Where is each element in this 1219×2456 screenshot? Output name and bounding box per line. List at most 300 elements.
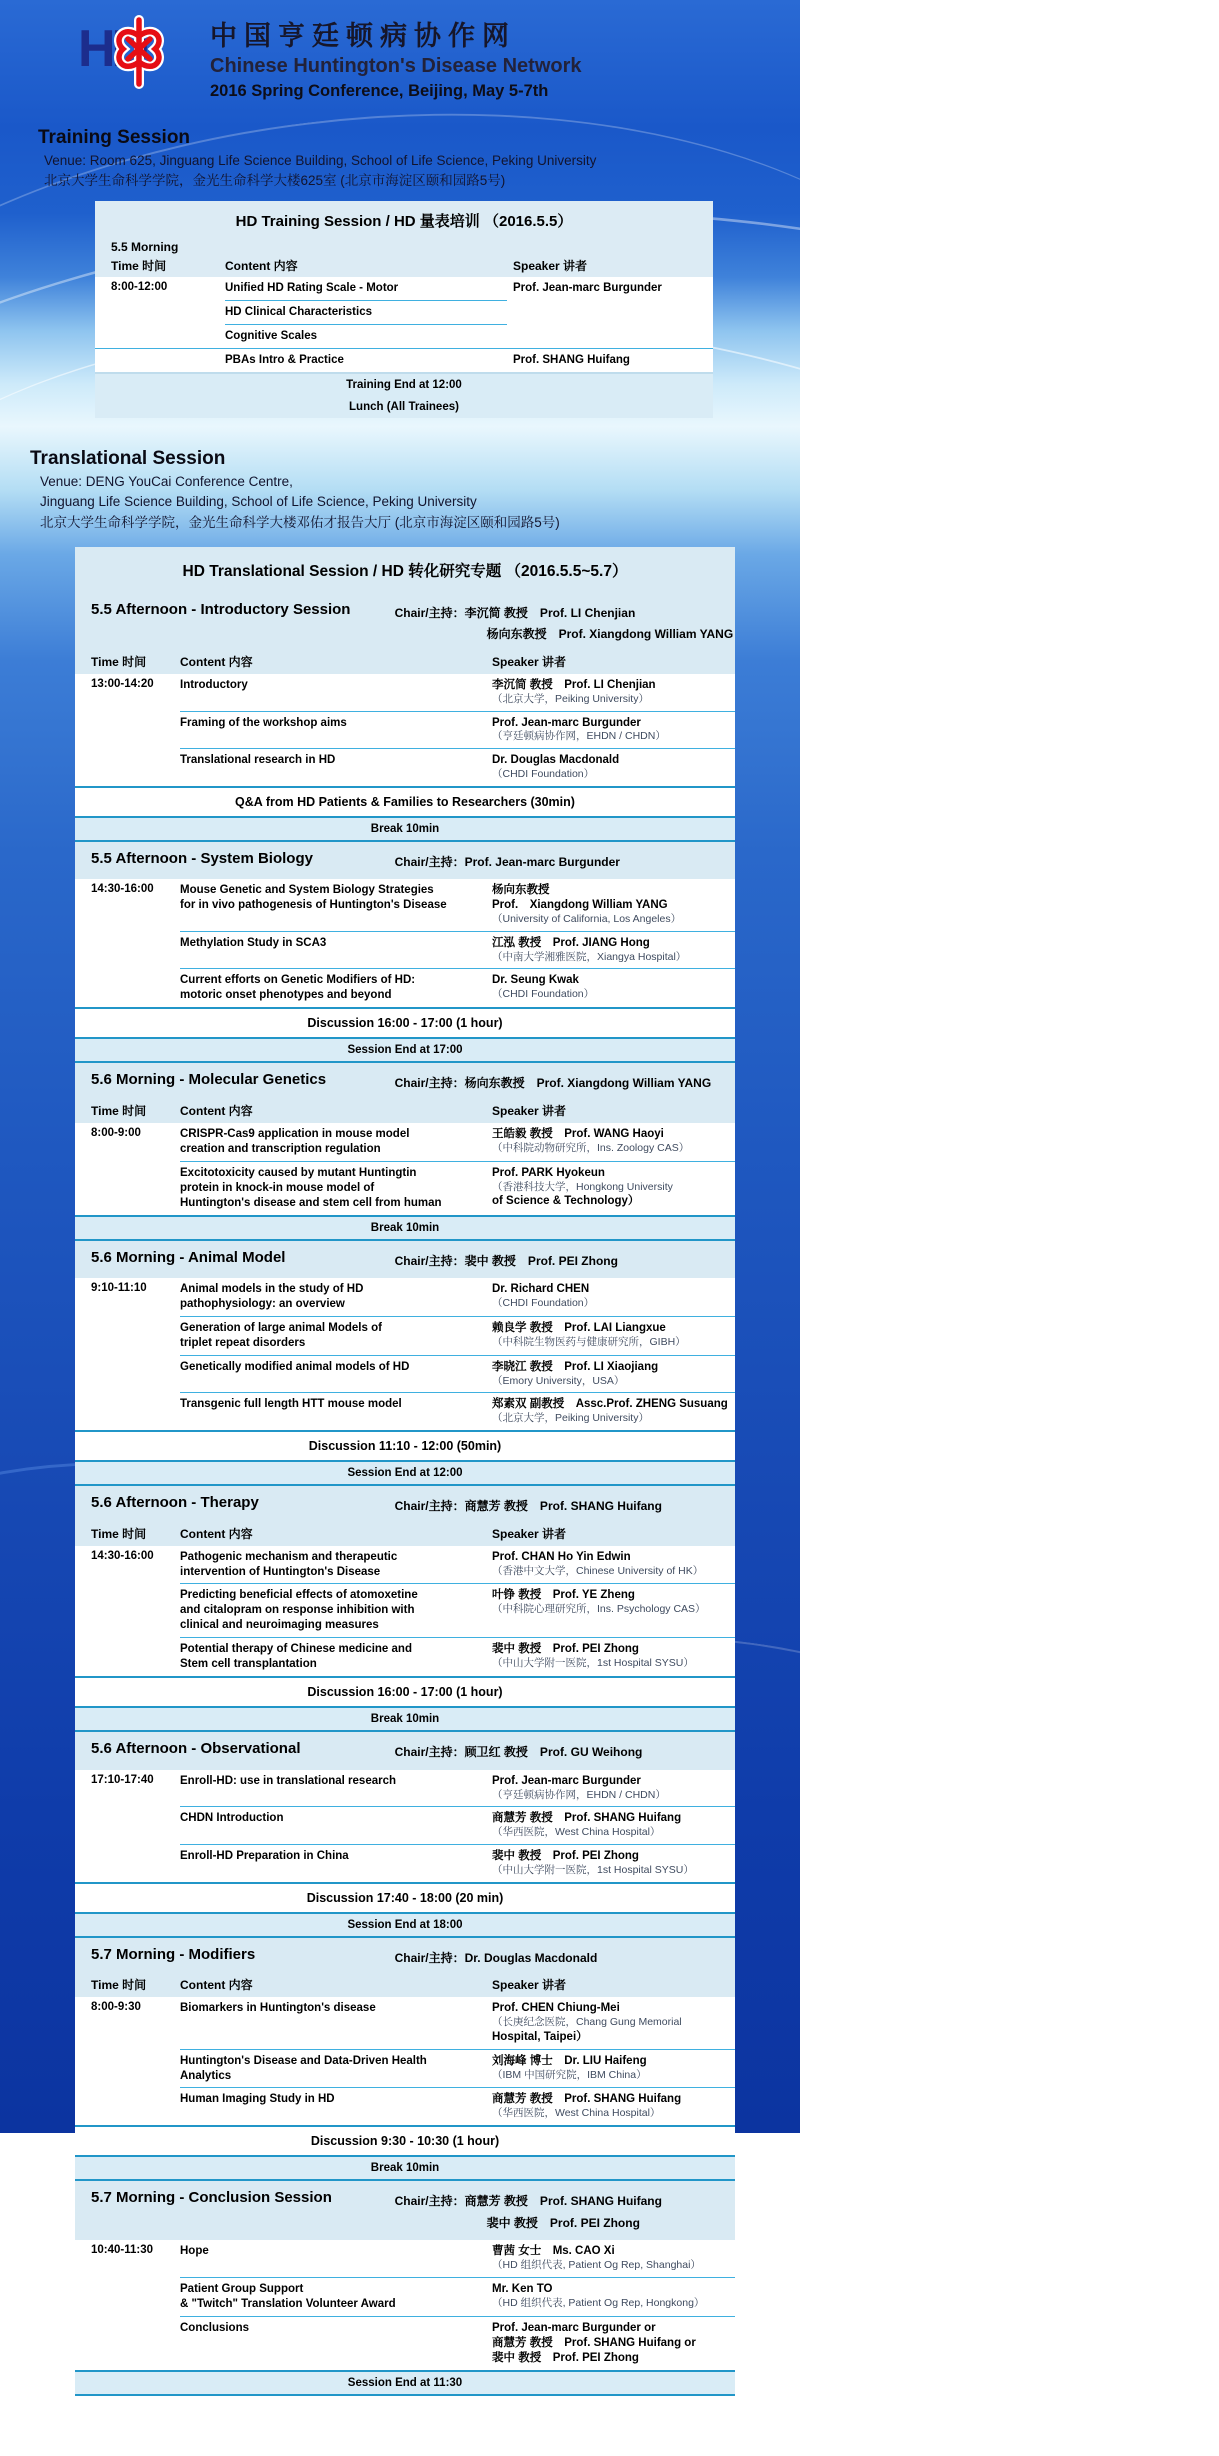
session-title: 5.6 Morning - Molecular Genetics [91,1071,327,1089]
speaker-line: 王皓毅 教授 Prof. WANG Haoyi [492,1127,664,1140]
schedule-band: Discussion 16:00 - 17:00 (1 hour) [75,1007,735,1037]
schedule-row [75,2087,735,2125]
session-rows [75,1770,735,1882]
speaker-line: （香港中文大学，Chinese University of HK） [492,1564,704,1577]
schedule-row [75,1161,735,1215]
session-rows [75,1997,735,2125]
session-block [75,1938,735,2182]
speaker-line: 曹茜 女士 Ms. CAO Xi [492,2245,615,2258]
time-cell: 8:00-12:00 [111,281,168,294]
schedule-band: Break 10min [75,1706,735,1732]
speaker-cell [486,1997,735,2049]
speaker-cell [486,1355,735,1393]
content-cell [180,1583,486,1637]
content-line: Framing of the workshop aims [180,716,347,729]
session-block [75,1732,735,1937]
content-line: Huntington's Disease and Data-Driven Health [180,2054,427,2067]
session-header [75,593,735,652]
content-cell [180,1546,486,1584]
speaker-line: （CHDI Foundation） [492,988,595,1001]
schedule-row [75,1392,735,1430]
schedule-row [75,2316,735,2370]
session-chairs [395,1494,735,1518]
content-line: protein in knock-in mouse model of [180,1181,375,1194]
content-line: CRISPR-Cas9 application in mouse model [180,1127,410,1140]
speaker-line: Prof. SHANG Huifang [513,354,630,367]
content-line: HD Clinical Characteristics [225,306,373,319]
session-chairs [395,601,735,646]
time-cell [75,2277,180,2316]
chair-line: Chair/主持：Dr. Douglas Macdonald [394,1950,598,1965]
speaker-cell [486,1316,735,1355]
schedule-band: Session End at 18:00 [75,1912,735,1938]
translational-venue [40,472,800,533]
speaker-line: Prof. Jean-marc Burgunder or [492,2321,656,2334]
content-line: and citalopram on response inhibition with [180,1604,415,1617]
speaker-line: （中科院心理研究所，Ins. Psychology CAS） [492,1603,706,1616]
schedule-row [75,1770,735,1807]
column-header [75,652,735,674]
schedule-row [75,1278,735,1316]
time-cell [75,968,180,1007]
speaker-line: Dr. Richard CHEN [492,1283,590,1296]
content-cell [225,324,507,348]
column-header [75,1975,735,1997]
speaker-line: Prof. CHEN Chiung-Mei [492,2002,620,2015]
speaker-cell [486,2316,735,2370]
content-cell [180,968,486,1007]
chinese-knot-icon [110,16,168,88]
time-column-label: Time 时间 [91,1526,147,1541]
speaker-cell [486,1546,735,1584]
schedule-row [75,1844,735,1882]
session-chairs [395,850,735,874]
content-line: Potential therapy of Chinese medicine and [180,1643,412,1656]
content-column-label: Content 内容 [180,1103,253,1118]
session-block [75,842,735,1064]
session-chairs [395,1249,735,1273]
content-line: Introductory [180,678,248,691]
session-list [75,593,735,2396]
schedule-band: Discussion 17:40 - 18:00 (20 min) [75,1882,735,1912]
content-cell [180,1770,486,1807]
chair-line: Chair/主持：顾卫红 教授 Prof. GU Weihong [394,1745,643,1760]
speaker-line: （长庚纪念医院，Chang Gung Memorial [492,2016,682,2029]
content-line: Translational research in HD [180,754,336,767]
schedule-row [75,1355,735,1393]
speaker-column-label: Speaker 讲者 [492,1978,567,1993]
speaker-line: 商慧芳 教授 Prof. SHANG Huifang [492,2093,682,2106]
training-rows [95,277,713,372]
speaker-line: 江泓 教授 Prof. JIANG Hong [492,936,650,949]
content-line: Genetically modified animal models of HD [180,1360,410,1373]
content-line: Hope [180,2245,209,2258]
content-line: PBAs Intro & Practice [225,354,344,367]
speaker-line: Dr. Seung Kwak [492,974,579,987]
speaker-line: （中山大学附一医院，1st Hospital SYSU） [492,1863,694,1876]
speaker-line: （亨廷顿病协作网，EHDN / CHDN） [492,730,666,743]
content-cell [180,879,486,931]
session-block [75,593,735,842]
speaker-line: of Science & Technology） [492,1195,640,1208]
content-cell [180,1316,486,1355]
time-cell: 8:00-9:30 [91,2001,141,2014]
speaker-cell [486,1637,735,1676]
content-line: Current efforts on Genetic Modifiers of HD: [180,974,416,987]
hd-logo-text: HD [78,20,146,78]
content-column-label: Content 内容 [180,654,253,669]
schedule-row [75,2240,735,2277]
content-line: & "Twitch" Translation Volunteer Award [180,2297,396,2310]
speaker-cell [507,277,713,300]
schedule-band: Discussion 11:10 - 12:00 (50min) [75,1430,735,1460]
content-line: for in vivo pathogenesis of Huntington's Disease [180,899,447,912]
time-cell: 8:00-9:00 [91,1126,141,1139]
chair-line: Chair/主持：商慧芳 教授 Prof. SHANG Huifang [394,2194,662,2209]
schedule-band: Break 10min [75,816,735,842]
speaker-line: （中科院动物研究所，Ins. Zoology CAS） [492,1141,690,1154]
training-column-header [95,255,713,277]
schedule-row [75,1637,735,1676]
schedule-row [95,300,713,324]
content-column-label: Content 内容 [225,259,298,274]
session-rows [75,1123,735,1215]
time-cell [95,349,225,372]
content-line: pathophysiology: an overview [180,1298,345,1311]
training-session-table [95,201,713,418]
content-line: Enroll-HD: use in translational research [180,1774,397,1787]
session-header [75,1063,735,1101]
chair-line: Chair/主持：杨向东教授 Prof. Xiangdong William YANG [394,1076,712,1091]
content-cell [180,711,486,749]
session-title: 5.6 Afternoon - Therapy [91,1494,259,1512]
content-cell [180,2049,486,2088]
session-header [75,2181,735,2240]
content-line: intervention of Huntington's Disease [180,1565,381,1578]
speaker-line: 叶铮 教授 Prof. YE Zheng [492,1589,635,1602]
content-cell [180,2277,486,2316]
speaker-cell [486,1123,735,1161]
speaker-cell [486,2087,735,2125]
speaker-line: Dr. Douglas Macdonald [492,754,620,767]
speaker-cell [486,1844,735,1882]
schedule-row [75,1123,735,1161]
speaker-line: 郑素双 副教授 Assc.Prof. ZHENG Susuang [492,1398,728,1411]
schedule-row [95,277,713,300]
content-cell [180,1392,486,1430]
speaker-line: 刘海峰 博士 Dr. LIU Haifeng [492,2054,647,2067]
schedule-band: Session End at 17:00 [75,1037,735,1063]
schedule-band: Discussion 9:30 - 10:30 (1 hour) [75,2125,735,2155]
content-line: Unified HD Rating Scale - Motor [225,282,399,295]
translational-session-heading: Translational Session [30,448,226,469]
time-cell [75,711,180,749]
speaker-line: Prof. Jean-marc Burgunder [492,716,641,729]
time-cell [75,2049,180,2088]
speaker-line: （北京大学，Peiking University） [492,692,649,705]
time-column-label: Time 时间 [91,1978,147,1993]
session-block [75,1241,735,1487]
speaker-line: （亨廷顿病协作网，EHDN / CHDN） [492,1788,666,1801]
training-venue-line-cn: 北京大学生命科学学院，金光生命科学大楼625室 (北京市海淀区颐和园路5号) [44,173,506,188]
speaker-line: Hospital, Taipei） [492,2030,588,2043]
speaker-cell [486,2049,735,2088]
speaker-cell [486,2240,735,2277]
speaker-cell [486,968,735,1007]
speaker-line: （HD 组织代表, Patient Og Rep, Shanghai） [492,2259,701,2272]
speaker-cell [486,931,735,969]
speaker-column-label: Speaker 讲者 [492,1526,567,1541]
content-cell [180,1844,486,1882]
speaker-cell [486,879,735,931]
content-line: Methylation Study in SCA3 [180,936,327,949]
speaker-cell [486,2277,735,2316]
speaker-line: 商慧芳 教授 Prof. SHANG Huifang [492,1812,682,1825]
translational-table-title: HD Translational Session / HD 转化研究专题 （2016.5.5~5.7） [75,547,735,593]
time-cell [75,1583,180,1637]
time-column-label: Time 时间 [91,654,147,669]
content-line: Predicting beneficial effects of atomoxetine [180,1589,418,1602]
content-line: Animal models in the study of HD [180,1283,364,1296]
speaker-line: （CHDI Foundation） [492,1297,595,1310]
content-cell [225,277,507,300]
content-line: creation and transcription regulation [180,1142,381,1155]
speaker-line: （华西医院，West China Hospital） [492,2107,661,2120]
content-cell [180,1997,486,2049]
time-cell [75,1161,180,1215]
content-line: Stem cell transplantation [180,1658,317,1671]
content-line: CHDN Introduction [180,1812,284,1825]
session-title: 5.6 Afternoon - Observational [91,1740,301,1758]
content-cell [180,1637,486,1676]
schedule-row [75,2277,735,2316]
session-title: 5.5 Afternoon - Introductory Session [91,600,351,618]
session-block [75,1486,735,1732]
chair-line: Chair/主持：商慧芳 教授 Prof. SHANG Huifang [394,1499,662,1514]
training-session-label: 5.5 Morning [111,240,179,255]
speaker-line: 李晓江 教授 Prof. LI Xiaojiang [492,1360,659,1373]
session-header [75,1241,735,1279]
time-cell: 17:10-17:40 [91,1773,154,1786]
speaker-line: （中科院生物医药与健康研究所，GIBH） [492,1335,686,1348]
content-line: Mouse Genetic and System Biology Strategies [180,884,434,897]
title-chinese: 中国亨廷顿病协作网 [210,21,516,51]
time-cell [75,931,180,969]
time-cell [75,1844,180,1882]
training-footer-band: Lunch (All Trainees) [95,396,713,418]
session-chairs [395,1071,735,1095]
header-titles [210,18,582,101]
time-cell: 13:00-14:20 [91,677,154,690]
speaker-cell [486,711,735,749]
session-header [75,1486,735,1524]
column-header [75,1101,735,1123]
speaker-cell [507,349,713,372]
schedule-band: Session End at 11:30 [75,2370,735,2396]
time-cell: 14:30-16:00 [91,883,154,896]
speaker-cell [507,300,713,324]
content-cell [225,300,507,324]
content-line: Conclusions [180,2321,250,2334]
time-column-label: Time 时间 [111,259,167,274]
chdn-logo [78,18,196,86]
time-cell [75,1392,180,1430]
content-cell [180,1278,486,1316]
content-line: Human Imaging Study in HD [180,2093,335,2106]
translational-venue-line-3: 北京大学生命科学学院，金光生命科学大楼邓佑才报告大厅 (北京市海淀区颐和园路5号) [40,514,560,530]
content-cell [180,931,486,969]
time-cell [75,2087,180,2125]
time-cell [75,2316,180,2370]
content-cell [180,2316,486,2370]
translational-venue-line-1: Venue: DENG YouCai Conference Centre, [40,474,293,489]
schedule-row [75,2049,735,2088]
schedule-band: Q&A from HD Patients & Families to Researchers (30min) [75,786,735,816]
content-line: Transgenic full length HTT mouse model [180,1398,402,1411]
schedule-row [75,1997,735,2049]
speaker-cell [486,748,735,786]
session-rows [75,1278,735,1430]
title-english: Chinese Huntington's Disease Network [210,54,582,77]
schedule-row [95,348,713,372]
content-line: Biomarkers in Huntington's disease [180,2002,376,2015]
speaker-line: 裴中 教授 Prof. PEI Zhong [492,2351,639,2364]
time-cell [75,1637,180,1676]
time-cell [75,1806,180,1844]
session-title: 5.7 Morning - Conclusion Session [91,2189,332,2207]
time-cell: 10:40-11:30 [91,2244,154,2257]
content-cell [180,1123,486,1161]
schedule-band: Break 10min [75,2155,735,2181]
content-column-label: Content 内容 [180,1978,253,1993]
schedule-band: Break 10min [75,1215,735,1241]
content-column-label: Content 内容 [180,1526,253,1541]
schedule-row [75,931,735,969]
session-title: 5.7 Morning - Modifiers [91,1945,256,1963]
speaker-line: 裴中 教授 Prof. PEI Zhong [492,1643,639,1656]
time-cell [75,1355,180,1393]
speaker-cell [486,1392,735,1430]
session-header [75,1938,735,1976]
chair-line: 杨向东教授 Prof. Xiangdong William YANG [486,627,734,642]
content-line: Analytics [180,2069,232,2082]
conference-subtitle: 2016 Spring Conference, Beijing, May 5-7th [210,81,549,100]
session-rows [75,674,735,786]
speaker-line: （华西医院，West China Hospital） [492,1826,661,1839]
training-session-heading: Training Session [38,126,191,148]
schedule-row [75,748,735,786]
speaker-cell [486,674,735,711]
speaker-column-label: Speaker 讲者 [492,1103,567,1118]
time-cell [75,1316,180,1355]
schedule-band: Session End at 12:00 [75,1460,735,1486]
time-cell [95,324,225,348]
speaker-line: （香港科技大学，Hongkong University [492,1180,673,1193]
training-footer-band: Training End at 12:00 [95,374,713,396]
training-table-title: HD Training Session / HD 量表培训 （2016.5.5） [235,213,573,231]
training-venue-line-en: Venue: Room 625, Jinguang Life Science Building, School of Life Science, Peking University [44,152,597,168]
session-chairs [395,1740,735,1764]
training-venue [44,151,800,192]
translational-venue-line-2: Jinguang Life Science Building, School of Life Science, Peking University [40,494,477,510]
speaker-line: Prof. CHAN Ho Yin Edwin [492,1550,631,1563]
content-line: Huntington's disease and stem cell from human [180,1196,442,1209]
training-footers [95,372,713,418]
time-cell: 14:30-16:00 [91,1549,154,1562]
speaker-line: 李沉简 教授 Prof. LI Chenjian [492,678,656,691]
time-cell [95,300,225,324]
speaker-line: （CHDI Foundation） [492,768,595,781]
content-cell [180,1355,486,1393]
schedule-row [75,1546,735,1584]
time-cell [75,748,180,786]
content-line: triplet repeat disorders [180,1336,306,1349]
speaker-cell [486,1278,735,1316]
bottom-margin [0,2396,800,2456]
header [0,0,800,101]
content-cell [180,1806,486,1844]
content-line: Patient Group Support [180,2282,304,2295]
content-line: Pathogenic mechanism and therapeutic [180,1550,398,1563]
schedule-row [75,1806,735,1844]
schedule-row [75,1316,735,1355]
speaker-line: Prof. PARK Hyokeun [492,1166,605,1179]
schedule-row [75,1583,735,1637]
chair-line: Chair/主持：李沉简 教授 Prof. LI Chenjian [394,605,636,620]
schedule-row [75,711,735,749]
schedule-row [75,674,735,711]
speaker-line: （中南大学湘雅医院，Xiangya Hospital） [492,950,687,963]
speaker-line: （北京大学，Peiking University） [492,1412,649,1425]
content-line: clinical and neuroimaging measures [180,1619,379,1632]
session-header [75,1732,735,1770]
time-column-label: Time 时间 [91,1103,147,1118]
speaker-column-label: Speaker 讲者 [513,259,588,274]
speaker-line: Prof. Jean-marc Burgunder [492,1774,641,1787]
content-line: Cognitive Scales [225,330,318,343]
session-chairs [395,2189,735,2234]
session-title: 5.5 Afternoon - System Biology [91,849,313,867]
chair-line: Chair/主持：Prof. Jean-marc Burgunder [394,854,620,869]
speaker-column-label: Speaker 讲者 [492,654,567,669]
speaker-line: 赖良学 教授 Prof. LAI Liangxue [492,1321,666,1334]
schedule-band: Discussion 16:00 - 17:00 (1 hour) [75,1676,735,1706]
speaker-cell [507,324,713,348]
speaker-cell [486,1583,735,1637]
translational-session-table [75,547,735,2396]
speaker-line: （中山大学附一医院，1st Hospital SYSU） [492,1657,694,1670]
session-block [75,2181,735,2395]
column-header [75,1524,735,1546]
content-line: motoric onset phenotypes and beyond [180,989,392,1002]
session-block [75,1063,735,1240]
speaker-cell [486,1770,735,1807]
speaker-line: 裴中 教授 Prof. PEI Zhong [492,1849,639,1862]
speaker-line: Prof. Xiangdong William YANG [492,899,668,912]
session-rows [75,1546,735,1677]
speaker-line: 杨向东教授 [492,884,550,897]
content-cell [180,674,486,711]
speaker-line: （University of California, Los Angeles） [492,913,682,926]
speaker-line: （Emory University，USA） [492,1374,625,1387]
content-cell [225,349,507,372]
speaker-cell [486,1806,735,1844]
content-cell [180,748,486,786]
schedule-row [75,968,735,1007]
chair-line: Chair/主持：裴中 教授 Prof. PEI Zhong [394,1253,618,1268]
content-cell [180,2240,486,2277]
speaker-line: 商慧芳 教授 Prof. SHANG Huifang or [492,2336,696,2349]
